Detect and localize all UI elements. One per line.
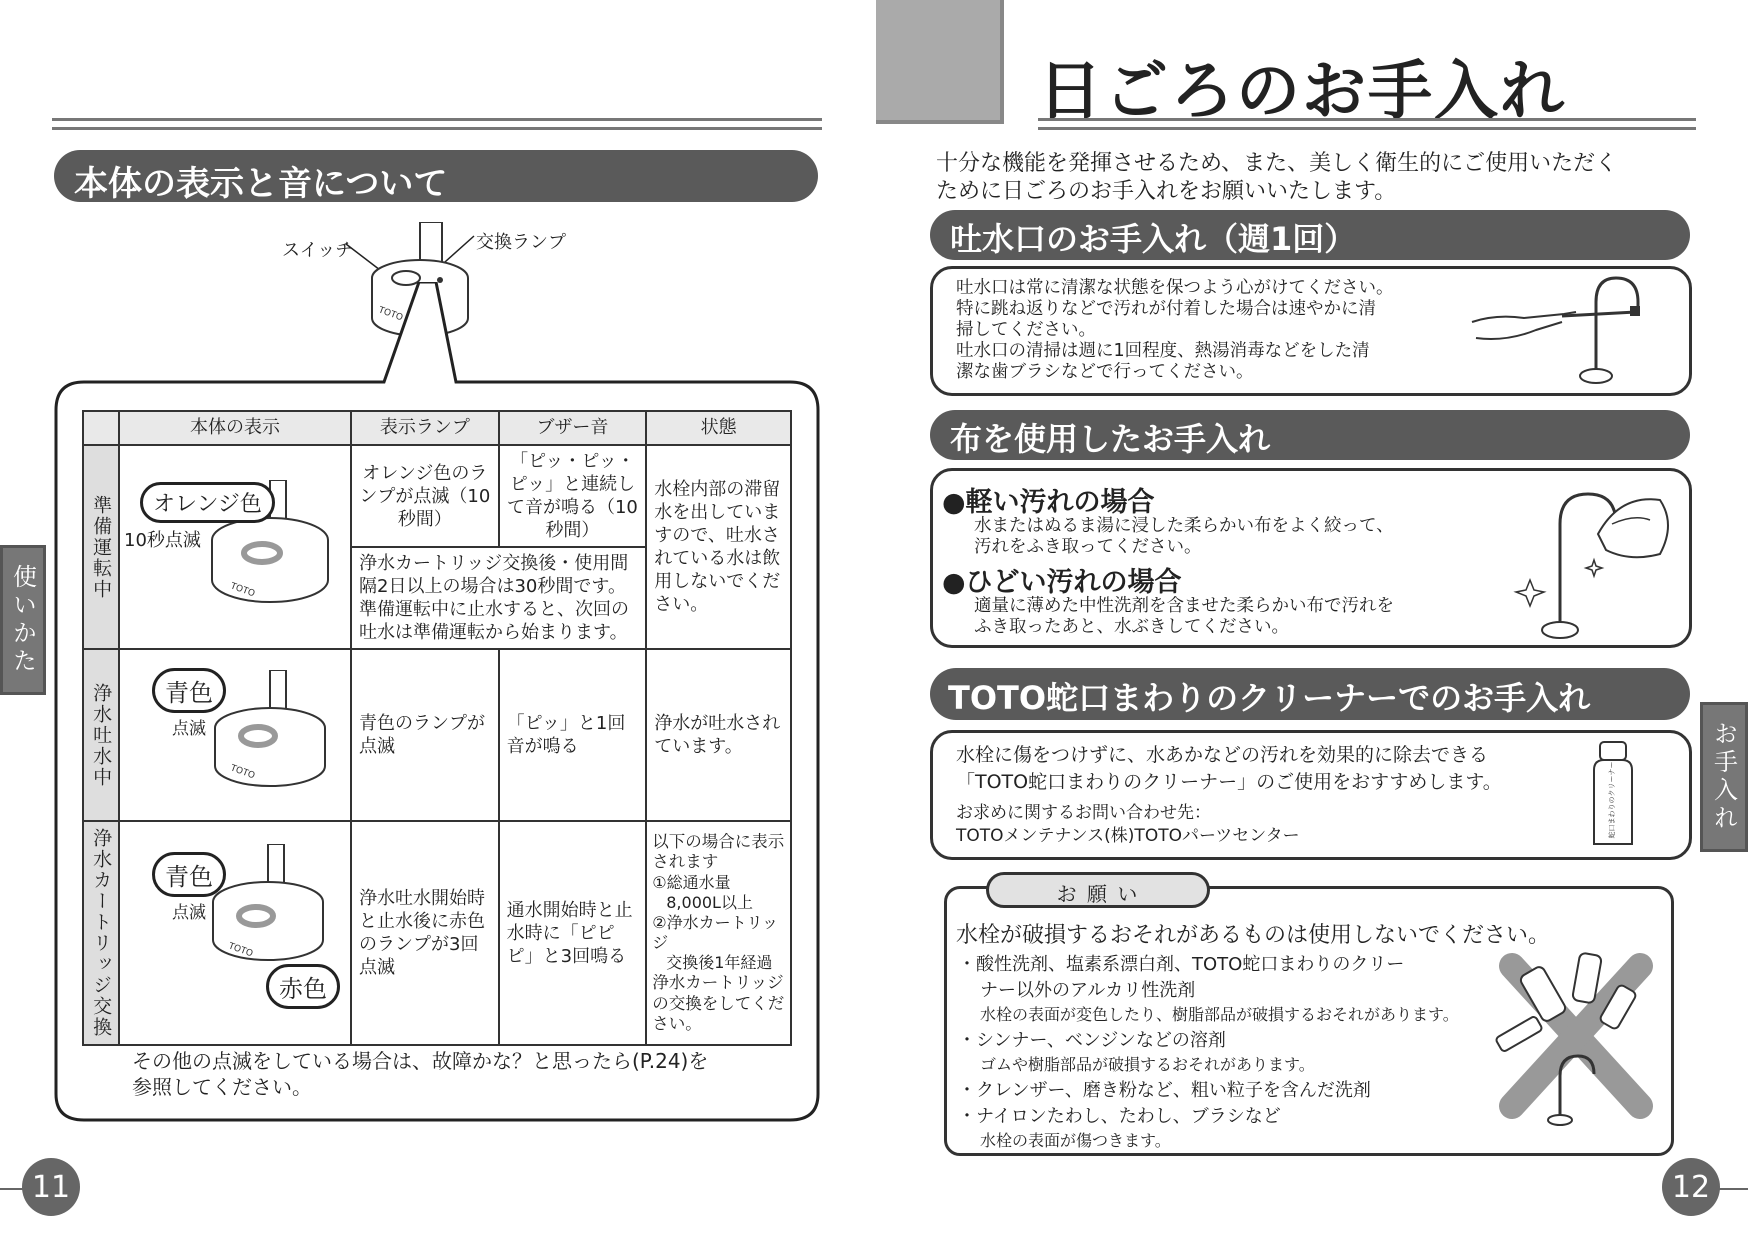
footnote (132, 1048, 708, 1100)
contact-name: TOTOメンテナンス(株)TOTOパーツセンター (956, 825, 1300, 846)
request-tag: お 願 い (986, 872, 1210, 908)
note-cell: 浄水カートリッジ交換後・使用間隔2日以上の場合は30秒間です。準備運転中に止水すると、次回の吐水は準備運転から始まります。 (351, 547, 646, 649)
light-dirt-text (974, 516, 1394, 558)
cloth-icon (1510, 484, 1680, 642)
request-item-1a: ・酸性洗剤、塩素系漂白剤、TOTO蛇口まわりのクリー (958, 954, 1405, 975)
light-line-1: 水またはぬるま湯に浸した柔らかい布をよく絞って、 (974, 516, 1394, 536)
red-callout: 赤色 (266, 964, 340, 1009)
right-top-rule (1038, 118, 1696, 130)
buzzer-cell: 「ピッ」と1回音が鳴る (499, 649, 647, 821)
page-number-right: 12 (1662, 1158, 1720, 1216)
toothbrush-hand-icon (1466, 272, 1666, 390)
buzzer-cell: 通水開始時と止水時に「ピピピ」と3回鳴る (499, 821, 647, 1045)
state-cell: 水栓内部の滞留水を出していますので、吐水されている水は飲用しないでください。 (646, 445, 791, 649)
spout-line: 特に跳ね返りなどで汚れが付着した場合は速やかに清 (956, 299, 1376, 319)
cleaner-line-2: 「TOTO蛇口まわりのクリーナー」のご使用をおすすめします。 (956, 770, 1502, 793)
intro-line-1: 十分な機能を発揮させるため、また、美しく衛生的にご使用いただく (936, 151, 1618, 176)
switch-label: スイッチ (282, 240, 354, 261)
state-cell (646, 821, 791, 1045)
lamp-label: 交換ランプ (476, 232, 566, 253)
prohibited-items-icon (1490, 946, 1660, 1136)
state-condition-2: ②浄水カートリッジ (652, 912, 778, 952)
page-number-left: 11 (22, 1158, 80, 1216)
heavy-line-1: 適量に薄めた中性洗剤を含ませた柔らかい布で汚れを (974, 596, 1394, 616)
heavy-dirt-text (974, 596, 1394, 638)
side-tab-care[interactable]: お手入れ (1700, 702, 1748, 852)
light-dirt-heading: ●軽い汚れの場合 (942, 487, 1155, 518)
logo-text: TOTO (228, 581, 257, 600)
cartridge-lamp-faucet-icon (206, 844, 336, 974)
spout-line: 吐水口の清掃は週に1回程度、熱湯消毒などをした清 (956, 341, 1370, 361)
request-item-1-note: 水栓の表面が変色したり、樹脂部品が破損するおそれがあります。 (980, 1005, 1459, 1024)
sparkle-icon (1516, 580, 1544, 606)
page-title: 日ごろのお手入れ (1038, 55, 1566, 129)
request-item-2: ・シンナー、ベンジンなどの溶剤 (958, 1030, 1226, 1051)
row-label: 浄水吐水中 (83, 649, 119, 821)
intro-line-2: ために日ごろのお手入れをお願いいたします。 (936, 178, 1397, 204)
request-item-2-note: ゴムや樹脂部品が破損するおそれがあります。 (980, 1055, 1315, 1074)
row-label: 浄水カートリッジ交換 (83, 821, 119, 1045)
blue-callout: 青色 (152, 852, 226, 897)
state-condition-2b: 交換後1年経過 (666, 952, 773, 972)
request-item-3: ・クレンザー、磨き粉など、粗い粒子を含んだ洗剤 (958, 1080, 1371, 1101)
left-section-title: 本体の表示と音について (54, 150, 818, 202)
orange-blink-label: 10秒点滅 (124, 530, 201, 551)
cleaner-line-1: 水栓に傷をつけずに、水あかなどの汚れを効果的に除去できる (956, 744, 1489, 766)
footnote-line-1: その他の点滅をしている場合は、故障かな？と思ったら(P.24)を (132, 1049, 709, 1073)
blue-callout: 青色 (152, 668, 226, 713)
state-intro: 以下の場合に表示されます (652, 831, 785, 872)
left-top-rule (52, 118, 822, 130)
header-buzzer: ブザー音 (499, 411, 647, 445)
cleaner-section-title: TOTO蛇口まわりのクリーナーでのお手入れ (930, 668, 1690, 720)
blue-blink-label: 点滅 (172, 719, 206, 739)
cleaner-bottle-icon (1584, 740, 1644, 852)
cloth-section-title: 布を使用したお手入れ (930, 410, 1690, 460)
state-cell: 浄水が吐水されています。 (646, 649, 791, 821)
header-blank (83, 411, 119, 445)
spout-text (956, 278, 1394, 383)
state-condition-1: ①総通水量 (652, 872, 731, 892)
side-tab-usage[interactable]: 使いかた (0, 545, 46, 695)
spout-line: 掃してください。 (956, 320, 1096, 340)
request-item-4-note: 水栓の表面が傷つきます。 (980, 1131, 1171, 1150)
bottle-label: 蛇口まわりのクリーナー (1608, 761, 1616, 839)
logo-text: TOTO (228, 763, 257, 782)
blue-lamp-faucet-icon (208, 670, 338, 800)
spout-section-title: 吐水口のお手入れ（週1回） (930, 210, 1690, 260)
state-condition-1b: 8,000L以上 (666, 892, 753, 912)
orange-callout: オレンジ色 (140, 482, 275, 523)
logo-text: TOTO (376, 305, 405, 324)
footnote-line-2: 参照してください。 (132, 1075, 312, 1099)
header-state: 状態 (646, 411, 791, 445)
header-display: 本体の表示 (119, 411, 351, 445)
cleaner-text (956, 742, 1502, 795)
lamp-cell: オレンジ色のランプが点滅（10秒間） (351, 445, 499, 547)
request-item-4: ・ナイロンたわし、たわし、ブラシなど (958, 1106, 1281, 1127)
row-label: 準備運転中 (83, 445, 119, 649)
request-heading: 水栓が破損するおそれがあるものは使用しないでください。 (956, 923, 1551, 948)
cleaner-contact (956, 802, 1300, 848)
title-gray-block (876, 0, 1004, 124)
intro-text (936, 150, 1617, 205)
lamp-cell: 浄水吐水開始時と止水後に赤色のランプが3回点滅 (351, 821, 499, 1045)
spout-line: 潔な歯ブラシなどで行ってください。 (956, 362, 1254, 382)
table-header-row (83, 411, 791, 445)
buzzer-cell: 「ピッ・ピッ・ピッ」と連続して音が鳴る（10秒間） (499, 445, 647, 547)
light-line-2: 汚れをふき取ってください。 (974, 537, 1202, 557)
header-lamp: 表示ランプ (351, 411, 499, 445)
heavy-line-2: ふき取ったあと、水ぶきしてください。 (974, 617, 1289, 637)
lamp-cell: 青色のランプが点滅 (351, 649, 499, 821)
contact-label: お求めに関するお問い合わせ先： (956, 803, 1211, 823)
cartridge-blink-label: 点滅 (172, 903, 206, 923)
spout-line: 吐水口は常に清潔な状態を保つよう心がけてください。 (956, 278, 1394, 298)
heavy-dirt-heading: ●ひどい汚れの場合 (942, 567, 1182, 598)
request-item-1b: ナー以外のアルカリ性洗剤 (980, 980, 1196, 1001)
logo-text: TOTO (226, 941, 255, 960)
state-outro: 浄水カートリッジの交換をしてください。 (652, 972, 785, 1034)
